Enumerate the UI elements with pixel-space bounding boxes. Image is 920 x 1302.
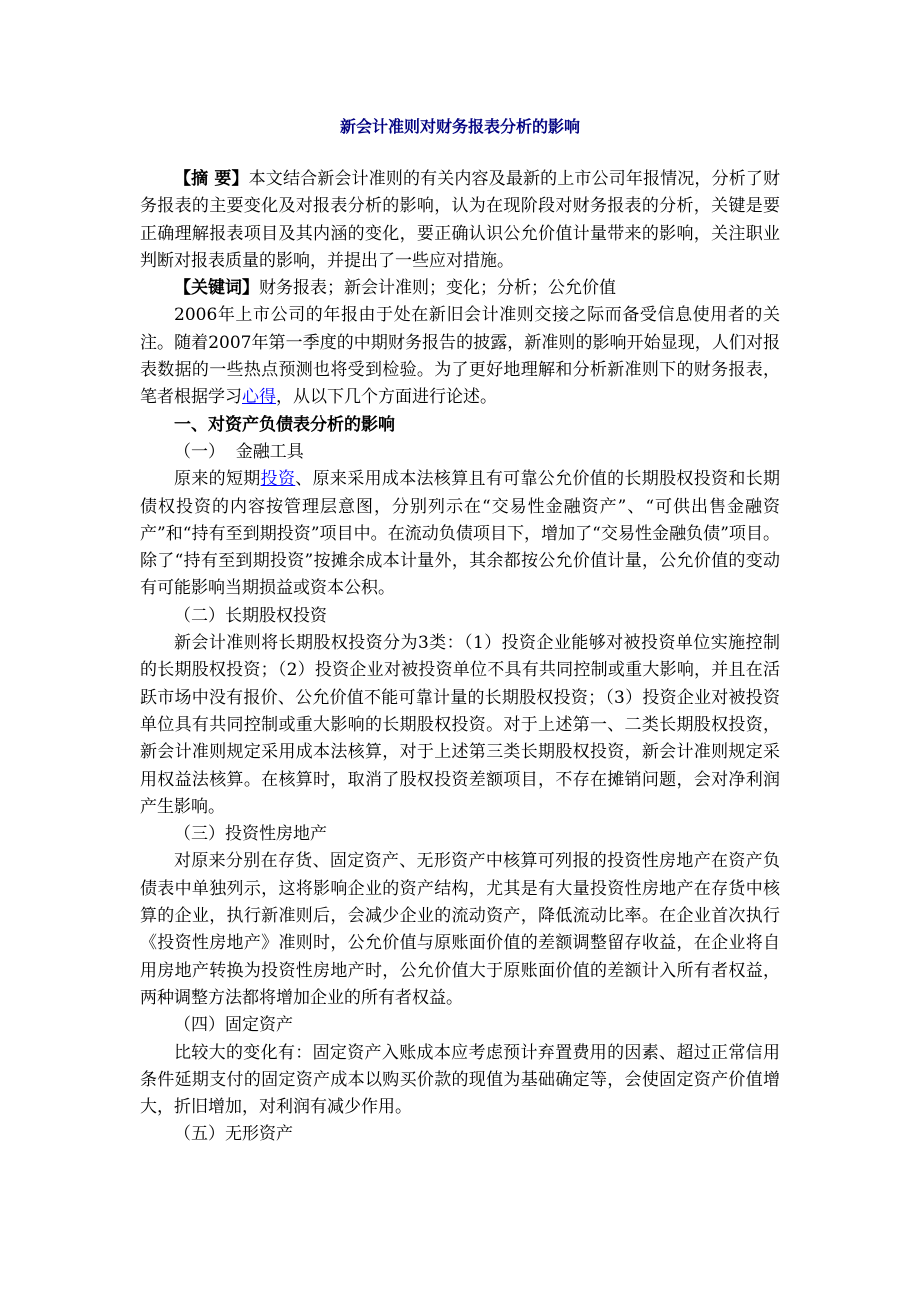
financial-instruments-text-end: 、原来采用成本法核算且有可靠公允价值的长期股权投资和长期债权投资的内容按管理层意图，分别列示在“交易性金融资产”、“可供出售金融资产”和“持有至到期投资”项目中。在流动负债项目下，增加了“交易性金融负债”项目。除了“持有至到期投资”按摊余成本计量外，其余都按公允价值计量，公允价值的变动有可能影响当期损益或资本公积。 — [140, 469, 781, 599]
document-title: 新会计准则对财务报表分析的影响 — [339, 117, 580, 136]
touzi-link[interactable]: 投资 — [260, 469, 296, 490]
subsection-heading-financial-instruments: （一） 金融工具 — [174, 441, 304, 462]
keywords-label: 【关键词】 — [174, 278, 259, 299]
fixed-assets-paragraph: 比较大的变化有：固定资产入账成本应考虑预计弃置费用的因素、超过正常信用条件延期支付的固定资产成本以购买价款的现值为基础确定等，会使固定资产价值增大，折旧增加，对利润有减少作用。 — [140, 1042, 780, 1118]
investment-property-paragraph: 对原来分别在存货、固定资产、无形资产中核算可列报的投资性房地产在资产负债表中单独列示，这将影响企业的资产结构，尤其是有大量投资性房地产在存货中核算的企业，执行新准则后，会减少企业的流动资产，降低流动比率。在企业首次执行《投资性房地产》准则时，公允价值与原账面价值的差额调整留存收益，在企业将自用房地产转换为投资性房地产时，公允价值大于原账面价值的差额计入所有者权益，两种调整方法都将增加企业的所有者权益。 — [140, 851, 780, 1008]
keywords-paragraph — [140, 275, 780, 302]
subsection-heading-intangible-assets: （五）无形资产 — [174, 1124, 293, 1145]
equity-investment-paragraph: 新会计准则将长期股权投资分为3类：（1）投资企业能够对被投资单位实施控制的长期股权投资；（2）投资企业对被投资单位不具有共同控制或重大影响，并且在活跃市场中没有报价、公允价值不能可靠计量的长期股权投资；（3）投资企业对被投资单位具有共同控制或重大影响的长期股权投资。对于上述第一、二类长期股权投资，新会计准则规定采用成本法核算，对于上述第三类长期股权投资，新会计准则规定采用权益法核算。在核算时，取消了股权投资差额项目，不存在摊销问题，会对净利润产生影响。 — [140, 633, 780, 817]
abstract-paragraph — [140, 166, 780, 275]
keywords-text: 财务报表；新会计准则；变化；分析；公允价值 — [259, 278, 616, 299]
financial-instruments-paragraph — [140, 466, 780, 602]
xinde-link[interactable]: 心得 — [242, 387, 276, 408]
section-heading: 一、对资产负债表分析的影响 — [174, 414, 395, 435]
abstract-text: 本文结合新会计准则的有关内容及最新的上市公司年报情况，分析了财务报表的主要变化及对报表分析的影响，认为在现阶段对财务报表的分析，关键是要正确理解报表项目及其内涵的变化，要正确认识公允价值计量带来的影响，关注职业判断对报表质量的影响，并提出了一些应对措施。 — [140, 169, 781, 271]
abstract-label: 【摘 要】 — [174, 169, 249, 189]
subsection-heading-equity-investment: （二）长期股权投资 — [174, 605, 327, 626]
intro-text-end: ，从以下几个方面进行论述。 — [276, 387, 497, 408]
subsection-heading-fixed-assets: （四）固定资产 — [174, 1015, 293, 1036]
intro-paragraph — [140, 302, 780, 411]
subsection-heading-investment-property: （三）投资性房地产 — [174, 824, 327, 845]
intro-text: 2006年上市公司的年报由于处在新旧会计准则交接之际而备受信息使用者的关注。随着2007年第一季度的中期财务报告的披露，新准则的影响开始显现，人们对报表数据的一些热点预测也将受到检验。为了更好地理解和分析新准则下的财务报表，笔者根据学习 — [140, 305, 780, 408]
financial-instruments-text: 原来的短期 — [174, 469, 261, 490]
document-body — [140, 166, 780, 1149]
